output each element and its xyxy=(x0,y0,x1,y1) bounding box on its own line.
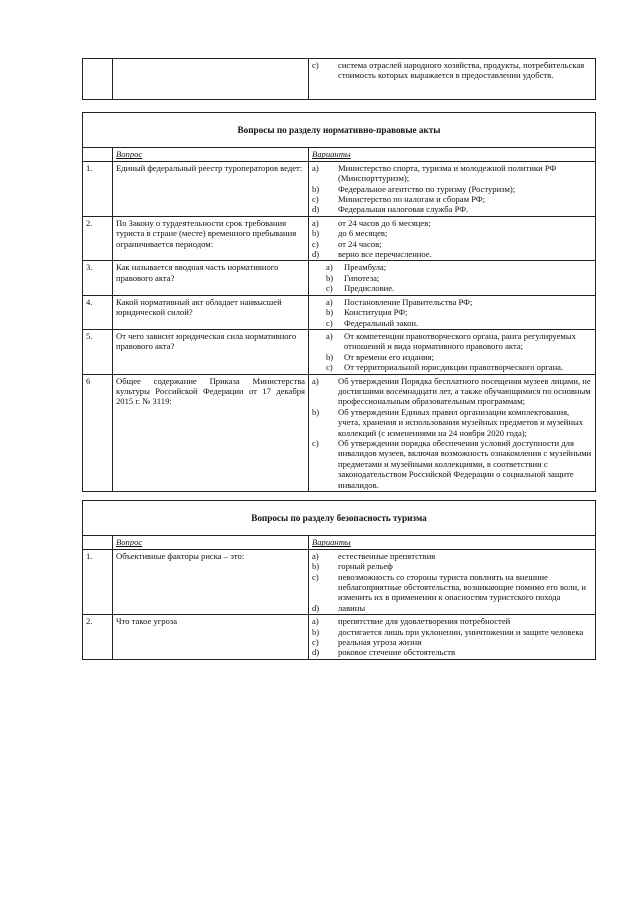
question-number: 2. xyxy=(83,615,113,660)
option-letter: a) xyxy=(326,262,333,273)
option-item xyxy=(312,60,592,81)
option-letter: a) xyxy=(312,550,319,561)
option-letter: b) xyxy=(312,626,320,637)
option-letter: b) xyxy=(326,272,334,283)
option-item xyxy=(312,637,592,647)
option-text: От компетенции правотворческого органа, ранга регулируемых отношений и вида нормативного правового акта; xyxy=(344,330,576,352)
option-letter: c) xyxy=(312,238,319,249)
options-cell xyxy=(309,216,596,261)
option-text: Об утверждении Порядка бесплатного посещения музеев лицами, не достигшими восемнадцати лет, а также обучающимися по основным профессиональным образовательным программам; xyxy=(338,375,591,407)
option-item xyxy=(312,194,592,204)
question-number: 1. xyxy=(83,549,113,614)
option-text: от 24 часов; xyxy=(338,238,382,249)
option-letter: d) xyxy=(312,602,320,613)
option-text: Об утверждении порядка обеспечения условий доступности для инвалидов музеев, включая возможность ознакомления с музейными предметами и музейными коллекциями, в соответствии с законодательством Российской Федерации о социальной защите инвалидов. xyxy=(338,437,592,490)
option-text: горный рельеф xyxy=(338,561,393,572)
question-number: 2. xyxy=(83,216,113,261)
question-text: Какой нормативный акт обладает наивысшей юридической силой? xyxy=(113,295,309,329)
option-item xyxy=(312,204,592,214)
question-text: Единый федеральный реестр туроператоров ведет: xyxy=(113,161,309,216)
option-item xyxy=(312,228,592,238)
option-letter: a) xyxy=(312,375,319,386)
option-letter: c) xyxy=(312,194,319,205)
section-title: Вопросы по разделу безопасность туризма xyxy=(83,501,596,536)
option-letter: b) xyxy=(326,351,334,362)
option-letter: c) xyxy=(312,60,319,70)
option-item xyxy=(312,407,592,438)
options-cell xyxy=(309,615,596,660)
option-item xyxy=(312,352,592,362)
option-text: Министерство спорта, туризма и молодежной политики РФ (Минспорттуризм); xyxy=(338,162,557,184)
option-item xyxy=(312,561,592,571)
option-letter: c) xyxy=(312,437,319,448)
option-item xyxy=(312,273,592,283)
option-text: Постановление Правительства РФ; xyxy=(344,296,473,307)
option-item xyxy=(312,307,592,317)
question-row xyxy=(83,216,596,261)
option-letter: a) xyxy=(312,616,319,627)
option-item xyxy=(312,239,592,249)
question-number: 4. xyxy=(83,295,113,329)
option-text: лавины xyxy=(338,602,366,613)
option-text: Федеральное агентство по туризму (Ростуризм); xyxy=(338,183,516,194)
option-item xyxy=(312,163,592,184)
question-row xyxy=(83,374,596,491)
option-letter: d) xyxy=(312,249,320,260)
option-text: роковое стечение обстоятельств xyxy=(338,647,456,658)
question-row xyxy=(83,329,596,374)
option-text: Об утверждении Единых правил организации комплектования, учета, хранения и использования музейных предметов и музейных коллекций (с изменениями на 24 ноября 2020 года); xyxy=(338,406,584,438)
option-text: естественные препятствия xyxy=(338,550,436,561)
option-text: от 24 часов до 6 месяцев; xyxy=(338,217,431,228)
option-item xyxy=(312,438,592,490)
option-text: препятствие для удовлетворения потребностей xyxy=(338,616,511,627)
question-row xyxy=(83,161,596,216)
option-letter: a) xyxy=(326,296,333,307)
question-number: 6 xyxy=(83,374,113,491)
question-text: Объективные факторы риска – это: xyxy=(113,549,309,614)
option-item xyxy=(312,331,592,352)
option-text: достигается лишь при уклонении, уничтожении и защите человека xyxy=(338,626,584,637)
option-item xyxy=(312,616,592,626)
document-page xyxy=(82,0,595,660)
option-letter: a) xyxy=(312,162,319,173)
option-text: От времени его издания; xyxy=(344,351,435,362)
option-letter: c) xyxy=(326,317,333,328)
option-letter: a) xyxy=(312,217,319,228)
option-letter: d) xyxy=(312,204,320,215)
question-number: 1. xyxy=(83,161,113,216)
option-text: Федеральная налоговая служба РФ. xyxy=(338,204,469,215)
option-text: Конституция РФ; xyxy=(344,307,408,318)
option-letter: c) xyxy=(312,571,319,582)
option-letter: b) xyxy=(312,183,320,194)
option-text: невозможность со стороны туриста повлиять на внешние неблагоприятные обстоятельства, возникающие помимо его воли, и изменить их в применении к опасностям туристского похода xyxy=(338,571,586,603)
options-cell xyxy=(309,161,596,216)
option-letter: d) xyxy=(312,647,320,658)
continuation-table xyxy=(82,58,596,100)
column-header-options: Варианты xyxy=(309,536,596,549)
question-text: От чего зависит юридическая сила нормативного правового акта? xyxy=(113,329,309,374)
options-cell xyxy=(309,295,596,329)
option-item xyxy=(312,297,592,307)
continuation-row xyxy=(83,59,596,100)
option-item xyxy=(312,262,592,272)
option-item xyxy=(312,249,592,259)
option-letter: b) xyxy=(312,406,320,417)
option-item xyxy=(312,647,592,657)
option-text: Предисловие. xyxy=(344,283,395,294)
option-letter: c) xyxy=(312,637,319,648)
option-letter: c) xyxy=(326,362,333,373)
question-number: 3. xyxy=(83,261,113,295)
column-header-question: Вопрос xyxy=(113,536,309,549)
section-normative-table xyxy=(82,112,596,492)
table-header-row xyxy=(83,148,596,161)
option-text: реальная угроза жизни xyxy=(338,637,422,648)
options-cell xyxy=(309,374,596,491)
section-safety-table xyxy=(82,500,596,660)
option-item xyxy=(312,551,592,561)
option-text: до 6 месяцев; xyxy=(338,228,388,239)
option-item xyxy=(312,603,592,613)
option-item xyxy=(312,376,592,407)
option-text: Гипотеза; xyxy=(344,272,380,283)
question-row xyxy=(83,261,596,295)
option-item xyxy=(312,283,592,293)
option-text: Преамбула; xyxy=(344,262,387,273)
option-text: Министерство по налогам и сборам РФ; xyxy=(338,194,486,205)
option-item xyxy=(312,627,592,637)
option-letter: a) xyxy=(326,330,333,341)
question-row xyxy=(83,295,596,329)
options-cell xyxy=(309,261,596,295)
options-cell xyxy=(309,329,596,374)
table-header-row xyxy=(83,536,596,549)
option-item xyxy=(312,218,592,228)
question-text: По Закону о турдеятельности срок требования туриста в стране (месте) временного пребывания ограничивается периодом: xyxy=(113,216,309,261)
question-text: Что такое угроза xyxy=(113,615,309,660)
question-text: Как называется вводная часть нормативного правового акта? xyxy=(113,261,309,295)
option-text: верно все перечисленное. xyxy=(338,249,432,260)
option-item xyxy=(312,362,592,372)
option-text: От территориальной юрисдикции правотворческого органа. xyxy=(344,362,564,373)
column-header-question: Вопрос xyxy=(113,148,309,161)
question-row xyxy=(83,615,596,660)
option-letter: b) xyxy=(312,228,320,239)
options-cell xyxy=(309,549,596,614)
option-letter: b) xyxy=(326,307,334,318)
column-header-options: Варианты xyxy=(309,148,596,161)
option-letter: c) xyxy=(326,283,333,294)
option-text: Федеральный закон. xyxy=(344,317,419,328)
option-item xyxy=(312,572,592,603)
section-title: Вопросы по разделу нормативно-правовые акты xyxy=(83,113,596,148)
question-text: Общее содержание Приказа Министерства культуры Российской Федерации от 17 декабря 2015 г. № 3119: xyxy=(113,374,309,491)
option-text: система отраслей народного хозяйства, продукты, потребительская стоимость которых выражается в предоставлении удобств. xyxy=(338,60,585,81)
option-item xyxy=(312,184,592,194)
question-number: 5. xyxy=(83,329,113,374)
question-row xyxy=(83,549,596,614)
option-letter: b) xyxy=(312,561,320,572)
option-item xyxy=(312,318,592,328)
